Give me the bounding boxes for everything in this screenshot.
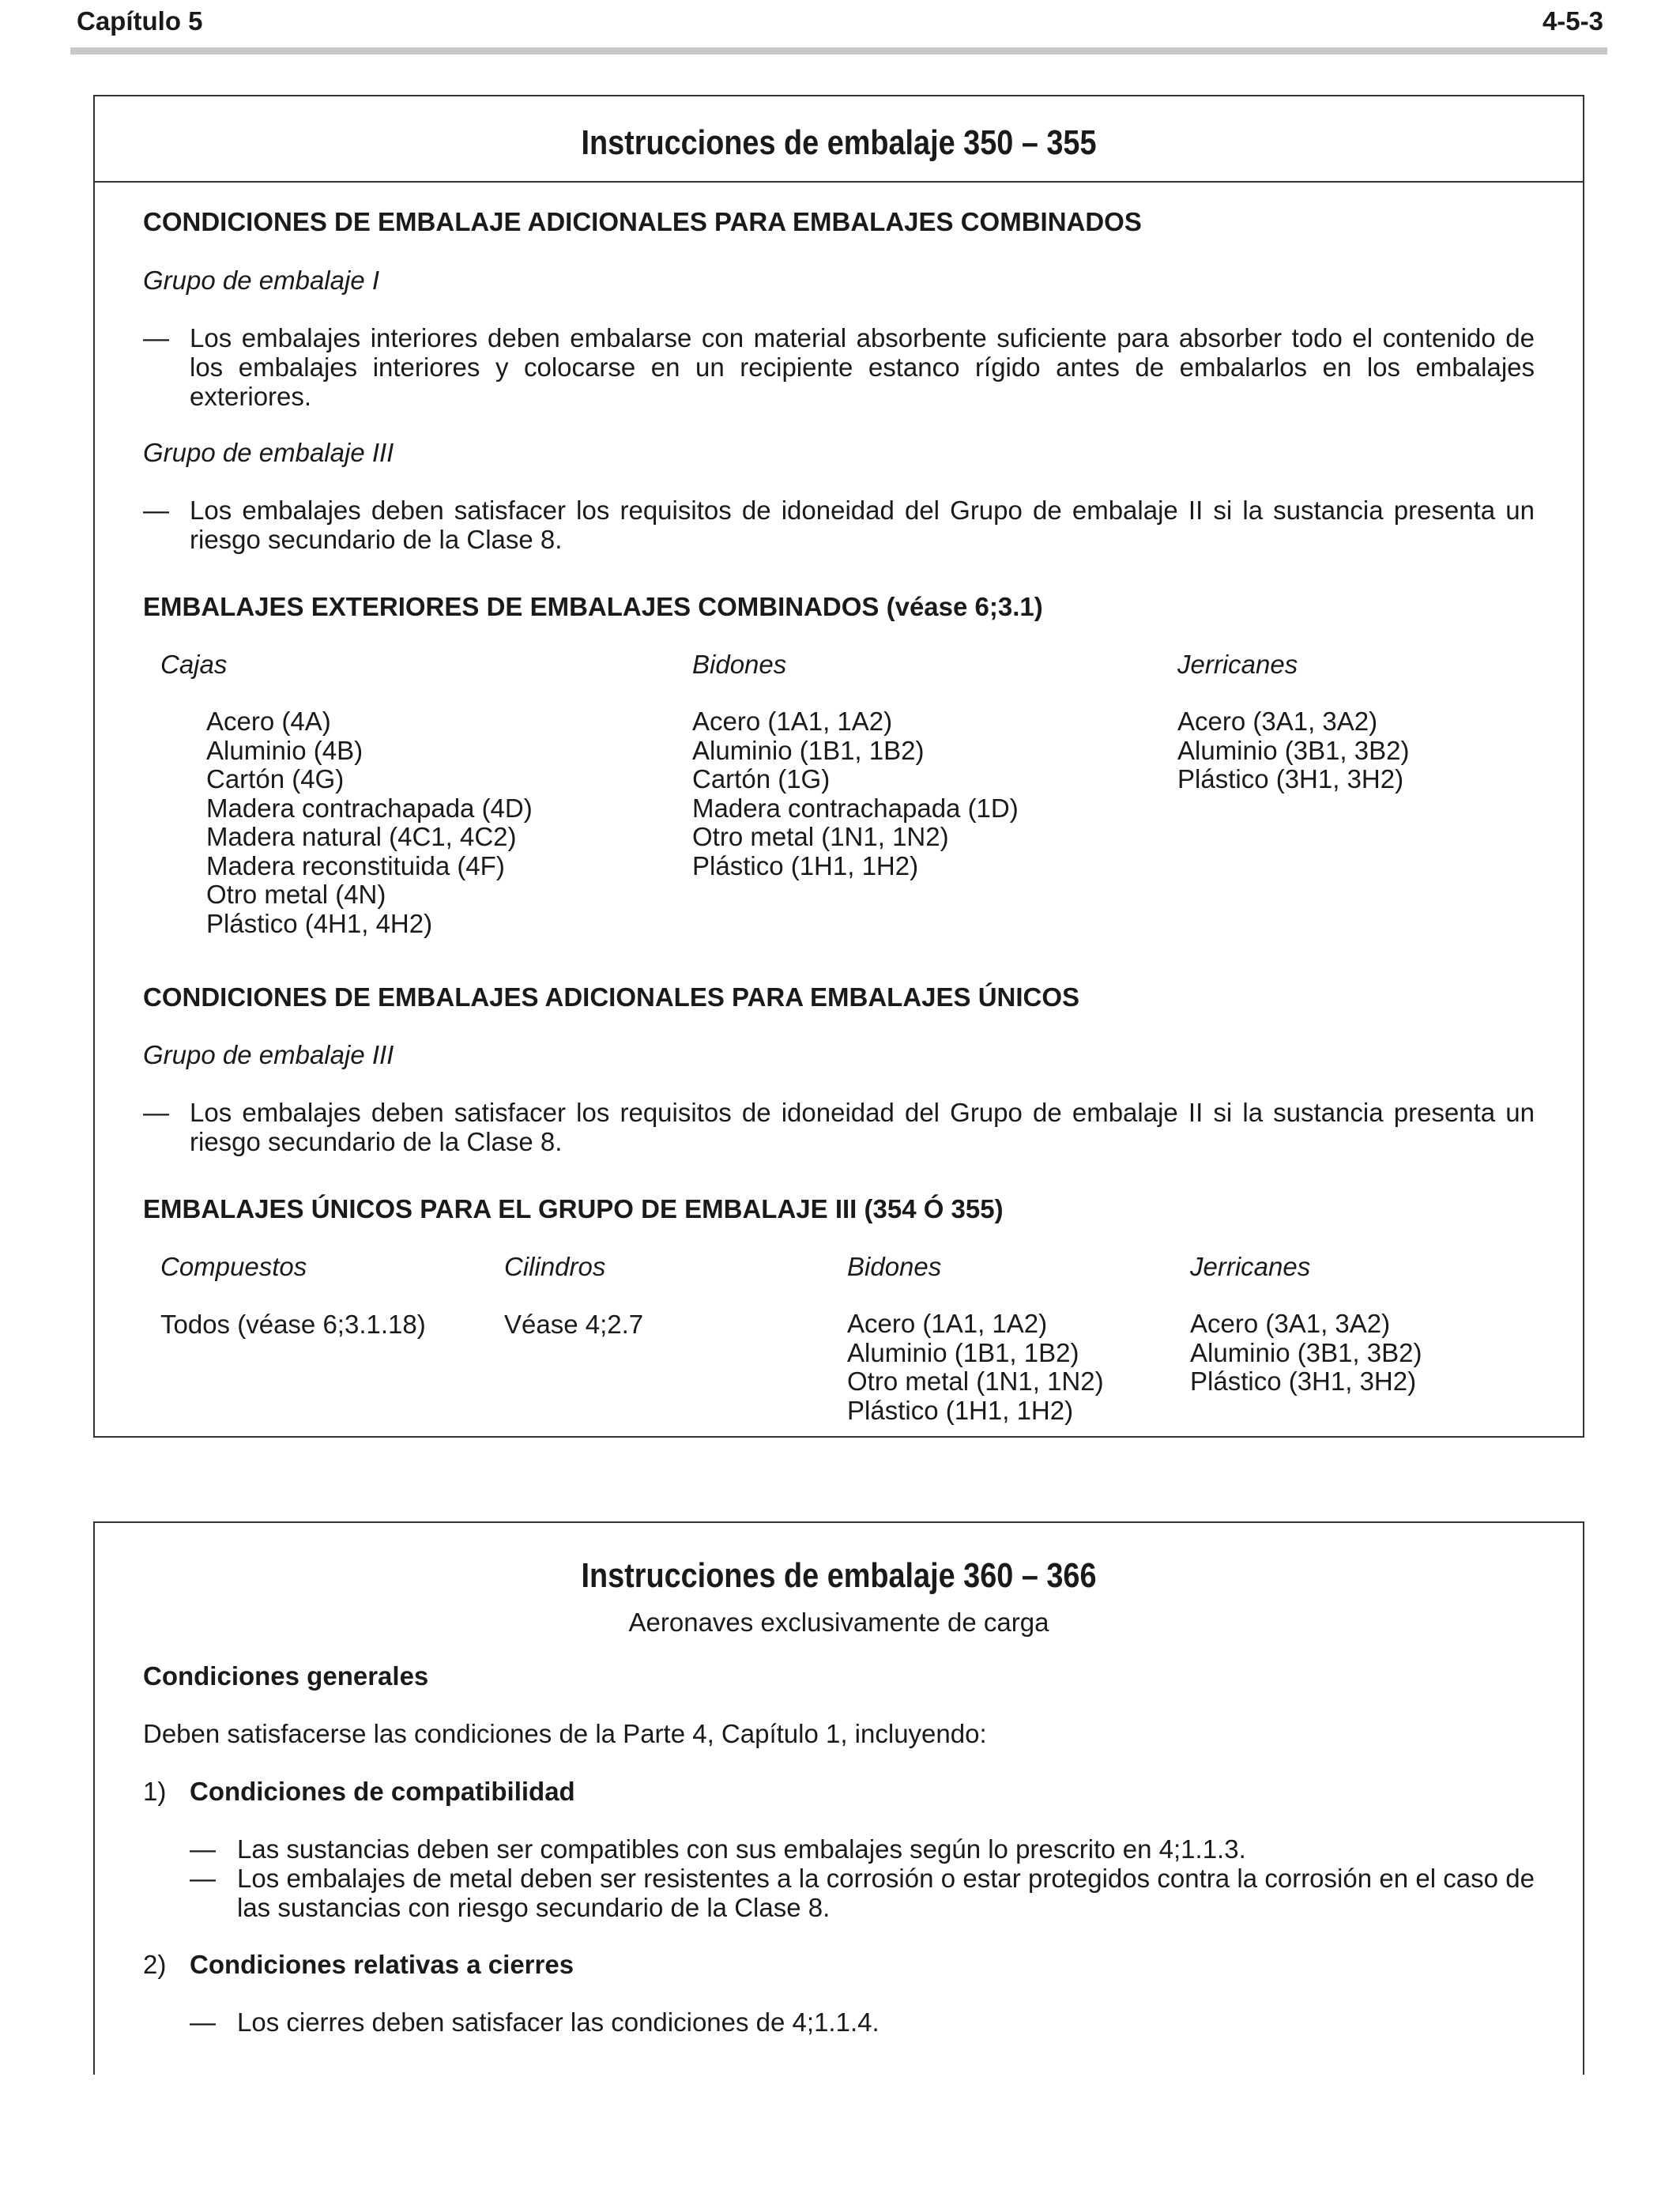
group-label: Grupo de embalaje III bbox=[143, 1040, 394, 1069]
heading-single-conditions: CONDICIONES DE EMBALAJES ADICIONALES PARA EMBALAJES ÚNICOS bbox=[143, 982, 1080, 1012]
column-header-cilindros: Cilindros bbox=[504, 1252, 606, 1281]
outer-list-cajas bbox=[206, 707, 533, 938]
title-bar bbox=[95, 96, 1583, 183]
column-header-compuestos: Compuestos bbox=[160, 1252, 307, 1281]
list-item: Madera natural (4C1, 4C2) bbox=[206, 822, 517, 851]
section-subtitle: Aeronaves exclusivamente de carga bbox=[628, 1608, 1049, 1637]
group-label: Grupo de embalaje III bbox=[143, 438, 394, 467]
dash-marker: — bbox=[190, 2007, 216, 2037]
chapter-label: Capítulo 5 bbox=[77, 6, 203, 36]
heading-outer-packagings: EMBALAJES EXTERIORES DE EMBALAJES COMBINADOS (véase 6;3.1) bbox=[143, 592, 1043, 621]
list-item: Aluminio (4B) bbox=[206, 735, 363, 765]
list-item: Plástico (1H1, 1H2) bbox=[692, 850, 919, 880]
list-item: Madera reconstituida (4F) bbox=[206, 850, 505, 880]
dash-marker: — bbox=[143, 1098, 169, 1127]
dash-marker: — bbox=[143, 323, 169, 352]
column-header-cajas: Cajas bbox=[160, 650, 228, 679]
single-list-jerricanes bbox=[1190, 1310, 1422, 1397]
header-rule bbox=[70, 47, 1607, 55]
list-item: Acero (1A1, 1A2) bbox=[692, 707, 893, 736]
list-item: Acero (3A1, 3A2) bbox=[1177, 707, 1378, 736]
section-title: Instrucciones de embalaje 350 – 355 bbox=[581, 123, 1097, 162]
list-item: Aluminio (1B1, 1B2) bbox=[692, 735, 925, 765]
list-item: Acero (1A1, 1A2) bbox=[847, 1309, 1048, 1338]
item-number: 1) bbox=[143, 1777, 167, 1806]
group-text: Los embalajes interiores deben embalarse con material absorbente suficiente para absorber todo el contenido de los embalajes interiores y colocarse en un recipiente estanco rígido antes de embalarlos en los embalajes exteriores. bbox=[190, 323, 1535, 411]
list-item: Acero (4A) bbox=[206, 707, 331, 736]
list-item: Otro metal (1N1, 1N2) bbox=[847, 1367, 1104, 1396]
list-item: Cartón (4G) bbox=[206, 764, 345, 794]
intro-text: Deben satisfacerse las condiciones de la Parte 4, Capítulo 1, incluyendo: bbox=[143, 1719, 987, 1748]
list-item: Todos (véase 6;3.1.18) bbox=[160, 1310, 426, 1339]
bullet-text: Los cierres deben satisfacer las condiciones de 4;1.1.4. bbox=[237, 2007, 880, 2037]
list-item: Madera contrachapada (1D) bbox=[692, 793, 1019, 823]
outer-list-jerricanes bbox=[1177, 707, 1409, 794]
list-item: Plástico (4H1, 4H2) bbox=[206, 908, 433, 938]
list-item: Aluminio (3B1, 3B2) bbox=[1190, 1337, 1422, 1367]
list-item: Madera contrachapada (4D) bbox=[206, 793, 533, 823]
page-number: 4-5-3 bbox=[1542, 6, 1603, 36]
list-item: Plástico (3H1, 3H2) bbox=[1177, 764, 1404, 794]
list-item: Aluminio (1B1, 1B2) bbox=[847, 1337, 1079, 1367]
dash-marker: — bbox=[190, 1864, 216, 1893]
bullet-text: Las sustancias deben ser compatibles con sus embalajes según lo prescrito en 4;1.1.3. bbox=[237, 1834, 1246, 1864]
single-list-bidones bbox=[847, 1310, 1104, 1425]
outer-list-bidones bbox=[692, 707, 1019, 880]
item-number: 2) bbox=[143, 1950, 167, 1979]
list-item: Cartón (1G) bbox=[692, 764, 831, 794]
group-text: Los embalajes deben satisfacer los requisitos de idoneidad del Grupo de embalaje II si la sustancia presenta un riesgo secundario de la Clase 8. bbox=[190, 496, 1535, 554]
dash-marker: — bbox=[190, 1834, 216, 1864]
heading-single-packagings-pg3: EMBALAJES ÚNICOS PARA EL GRUPO DE EMBALAJE III (354 Ó 355) bbox=[143, 1194, 1004, 1223]
list-item: Acero (3A1, 3A2) bbox=[1190, 1309, 1391, 1338]
item-title-compatibility: Condiciones de compatibilidad bbox=[190, 1777, 575, 1806]
dash-marker: — bbox=[143, 496, 169, 525]
column-header-bidones: Bidones bbox=[847, 1252, 942, 1281]
group-label: Grupo de embalaje I bbox=[143, 266, 380, 295]
list-item: Véase 4;2.7 bbox=[504, 1310, 644, 1339]
heading-general-conditions: Condiciones generales bbox=[143, 1661, 429, 1691]
item-title-closures: Condiciones relativas a cierres bbox=[190, 1950, 574, 1979]
column-header-bidones: Bidones bbox=[692, 650, 787, 679]
group-text: Los embalajes deben satisfacer los requisitos de idoneidad del Grupo de embalaje II si la sustancia presenta un riesgo secundario de la Clase 8. bbox=[190, 1098, 1535, 1156]
heading-combined-conditions: CONDICIONES DE EMBALAJE ADICIONALES PARA EMBALAJES COMBINADOS bbox=[143, 207, 1142, 236]
bullet-text: Los embalajes de metal deben ser resistentes a la corrosión o estar protegidos contra la corrosión en el caso de las sustancias con riesgo secundario de la Clase 8. bbox=[237, 1864, 1535, 1922]
list-item: Plástico (1H1, 1H2) bbox=[847, 1395, 1074, 1425]
column-header-jerricanes: Jerricanes bbox=[1177, 650, 1298, 679]
column-header-jerricanes: Jerricanes bbox=[1190, 1252, 1311, 1281]
list-item: Otro metal (4N) bbox=[206, 880, 386, 909]
list-item: Aluminio (3B1, 3B2) bbox=[1177, 735, 1410, 765]
list-item: Otro metal (1N1, 1N2) bbox=[692, 822, 949, 851]
section-title: Instrucciones de embalaje 360 – 366 bbox=[581, 1556, 1097, 1595]
list-item: Plástico (3H1, 3H2) bbox=[1190, 1367, 1417, 1396]
